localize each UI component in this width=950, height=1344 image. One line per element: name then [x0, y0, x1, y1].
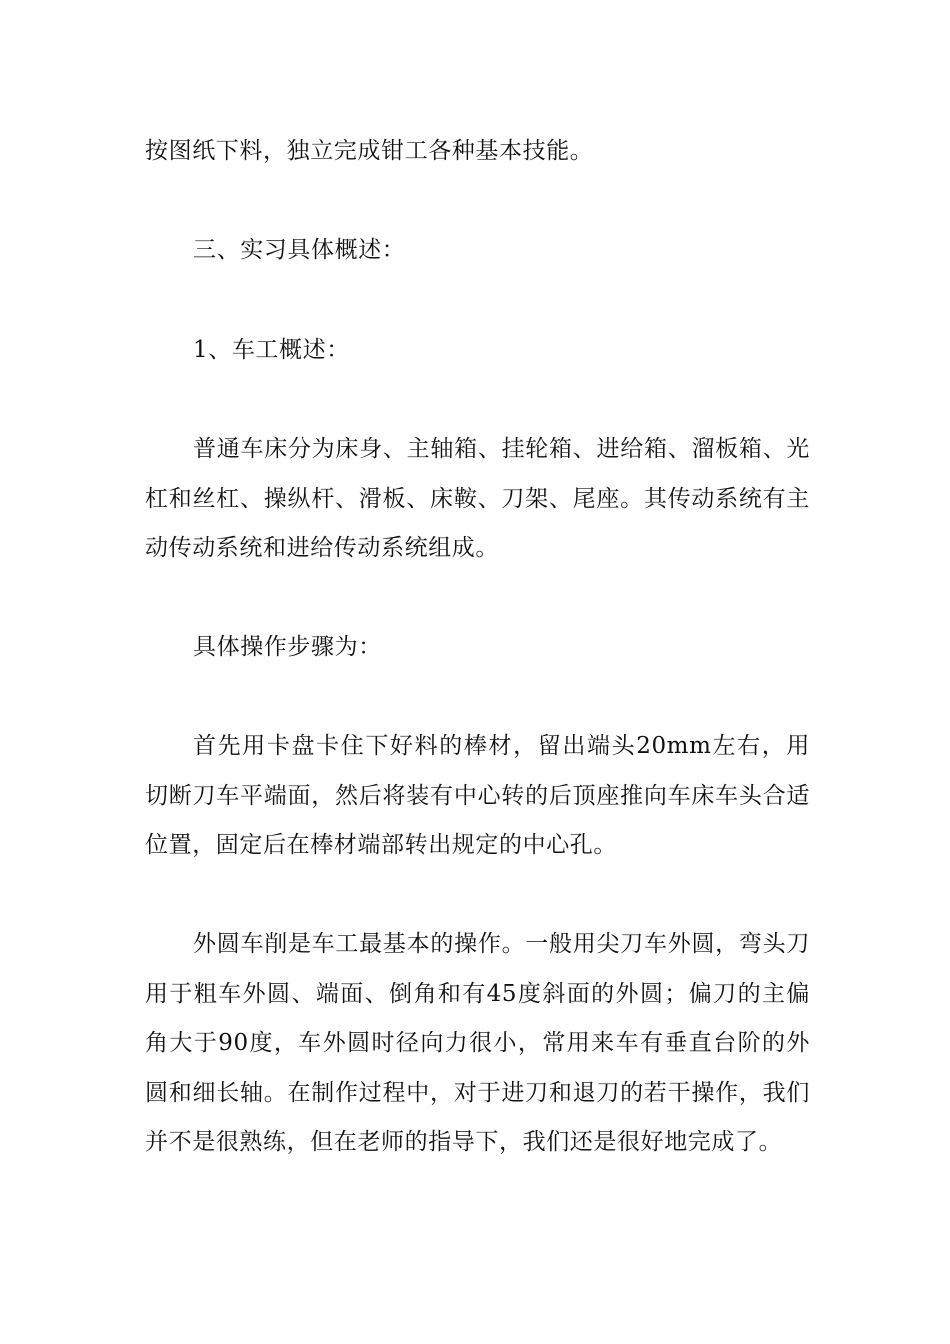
paragraph-lathe-structure: 普通车床分为床身、主轴箱、挂轮箱、进给箱、溜板箱、光杠和丝杠、操纵杆、滑板、床鞍、刀架、尾座。其传动系统有主动传动系统和进给传动系统组成。 [145, 436, 810, 561]
subsection-heading-1: 1、车工概述： [193, 337, 350, 363]
paragraph-step-1: 首先用卡盘卡住下好料的棒材，留出端头20mm左右，用切断刀车平端面，然后将装有中心转的后顶座推向车床车头合适位置，固定后在棒材端部转出规定的中心孔。 [145, 733, 810, 858]
paragraph-continuation: 按图纸下料，独立完成钳工各种基本技能。 [145, 138, 594, 164]
section-heading-3: 三、实习具体概述： [193, 237, 406, 263]
paragraph-outer-turning: 外圆车削是车工最基本的操作。一般用尖刀车外圆，弯头刀用于粗车外圆、端面、倒角和有45度斜面的外圆；偏刀的主偏角大于90度，车外圆时径向力很小，常用来车有垂直台阶的外圆和细长轴。在制作过程中，对于进刀和退刀的若干操作，我们并不是很熟练，但在老师的指导下，我们还是很好地完成了。 [145, 931, 810, 1155]
paragraph-steps-intro: 具体操作步骤为： [193, 634, 382, 660]
